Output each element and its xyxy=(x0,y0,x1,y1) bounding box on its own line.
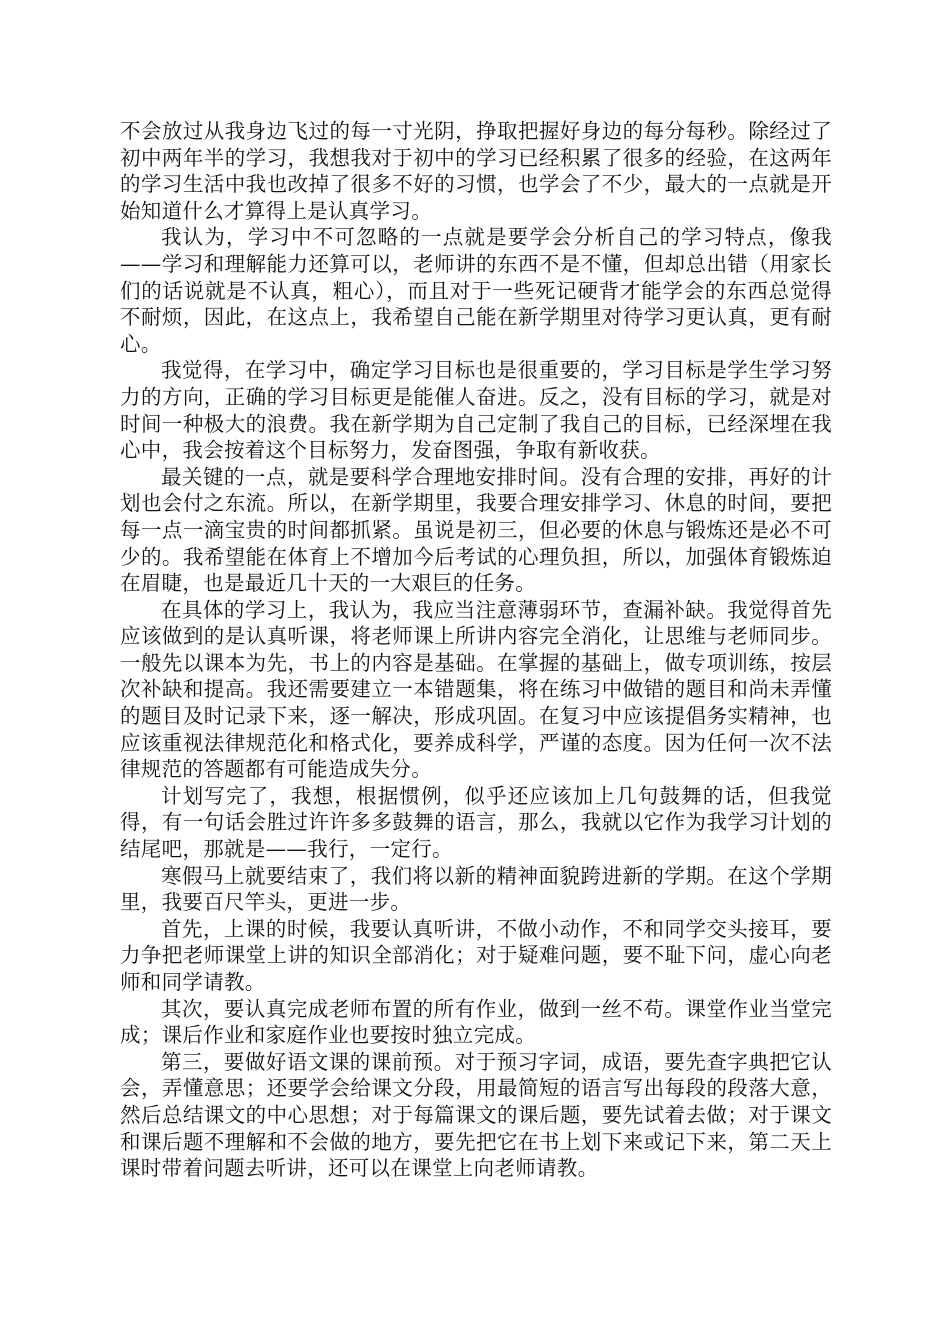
paragraph: 寒假马上就要结束了，我们将以新的精神面貌跨进新的学期。在这个学期里，我要百尺竿头，更进一步。 xyxy=(120,863,832,915)
paragraph: 第三，要做好语文课的课前预。对于预习字词，成语，要先查字典把它认会，弄懂意思；还要学会给课文分段，用最简短的语言写出每段的段落大意，然后总结课文的中心思想；对于每篇课文的课后题，要先试着去做；对于课文和课后题不理解和不会做的地方，要先把它在书上划下来或记下来，第二天上课时带着问题去听讲，还可以在课堂上向老师请教。 xyxy=(120,1049,832,1181)
paragraph-continued: 不会放过从我身边飞过的每一寸光阴，挣取把握好身边的每分每秒。除经过了初中两年半的学习，我想我对于初中的学习已经积累了很多的经验，在这两年的学习生活中我也改掉了很多不好的习惯，也学会了不少，最大的一点就是开始知道什么才算得上是认真学习。 xyxy=(120,119,832,223)
document-page xyxy=(120,118,832,1182)
paragraph: 我认为，学习中不可忽略的一点就是要学会分析自己的学习特点，像我——学习和理解能力还算可以，老师讲的东西不是不懂，但却总出错（用家长们的话说就是不认真，粗心），而且对于一些死记硬背才能学会的东西总觉得不耐烦，因此，在这点上，我希望自己能在新学期里对待学习更认真，更有耐心。 xyxy=(120,225,832,356)
paragraph: 我觉得，在学习中，确定学习目标也是很重要的，学习目标是学生学习努力的方向，正确的学习目标更是能催人奋进。反之，没有目标的学习，就是对时间一种极大的浪费。我在新学期为自己定制了我自己的目标，已经深埋在我心中，我会按着这个目标努力，发奋图强，争取有新收获。 xyxy=(120,358,832,463)
paragraph: 其次，要认真完成老师布置的所有作业，做到一丝不苟。课堂作业当堂完成；课后作业和家庭作业也要按时独立完成。 xyxy=(120,996,832,1048)
paragraph: 计划写完了，我想，根据惯例，似乎还应该加上几句鼓舞的话，但我觉得，有一句话会胜过许许多多鼓舞的语言，那么，我就以它作为我学习计划的结尾吧，那就是——我行，一定行。 xyxy=(120,783,832,862)
paragraph: 最关键的一点，就是要科学合理地安排时间。没有合理的安排，再好的计划也会付之东流。所以，在新学期里，我要合理安排学习、休息的时间，要把每一点一滴宝贵的时间都抓紧。虽说是初三，但必要的休息与锻炼还是必不可少的。我希望能在体育上不增加今后考试的心理负担，所以，加强体育锻炼迫在眉睫，也是最近几十天的一大艰巨的任务。 xyxy=(120,464,832,596)
paragraph: 在具体的学习上，我认为，我应当注意薄弱环节，查漏补缺。我觉得首先应该做到的是认真听课，将老师课上所讲内容完全消化，让思维与老师同步。一般先以课本为先，书上的内容是基础。在掌握的基础上，做专项训练，按层次补缺和提高。我还需要建立一本错题集，将在练习中做错的题目和尚未弄懂的题目及时记录下来，逐一解决，形成巩固。在复习中应该提倡务实精神，也应该重视法律规范化和格式化，要养成科学，严谨的态度。因为任何一次不法律规范的答题都有可能造成失分。 xyxy=(120,597,832,782)
paragraph: 首先，上课的时候，我要认真听讲，不做小动作，不和同学交头接耳，要力争把老师课堂上讲的知识全部消化；对于疑难问题，要不耻下问，虚心向老师和同学请教。 xyxy=(120,916,832,994)
